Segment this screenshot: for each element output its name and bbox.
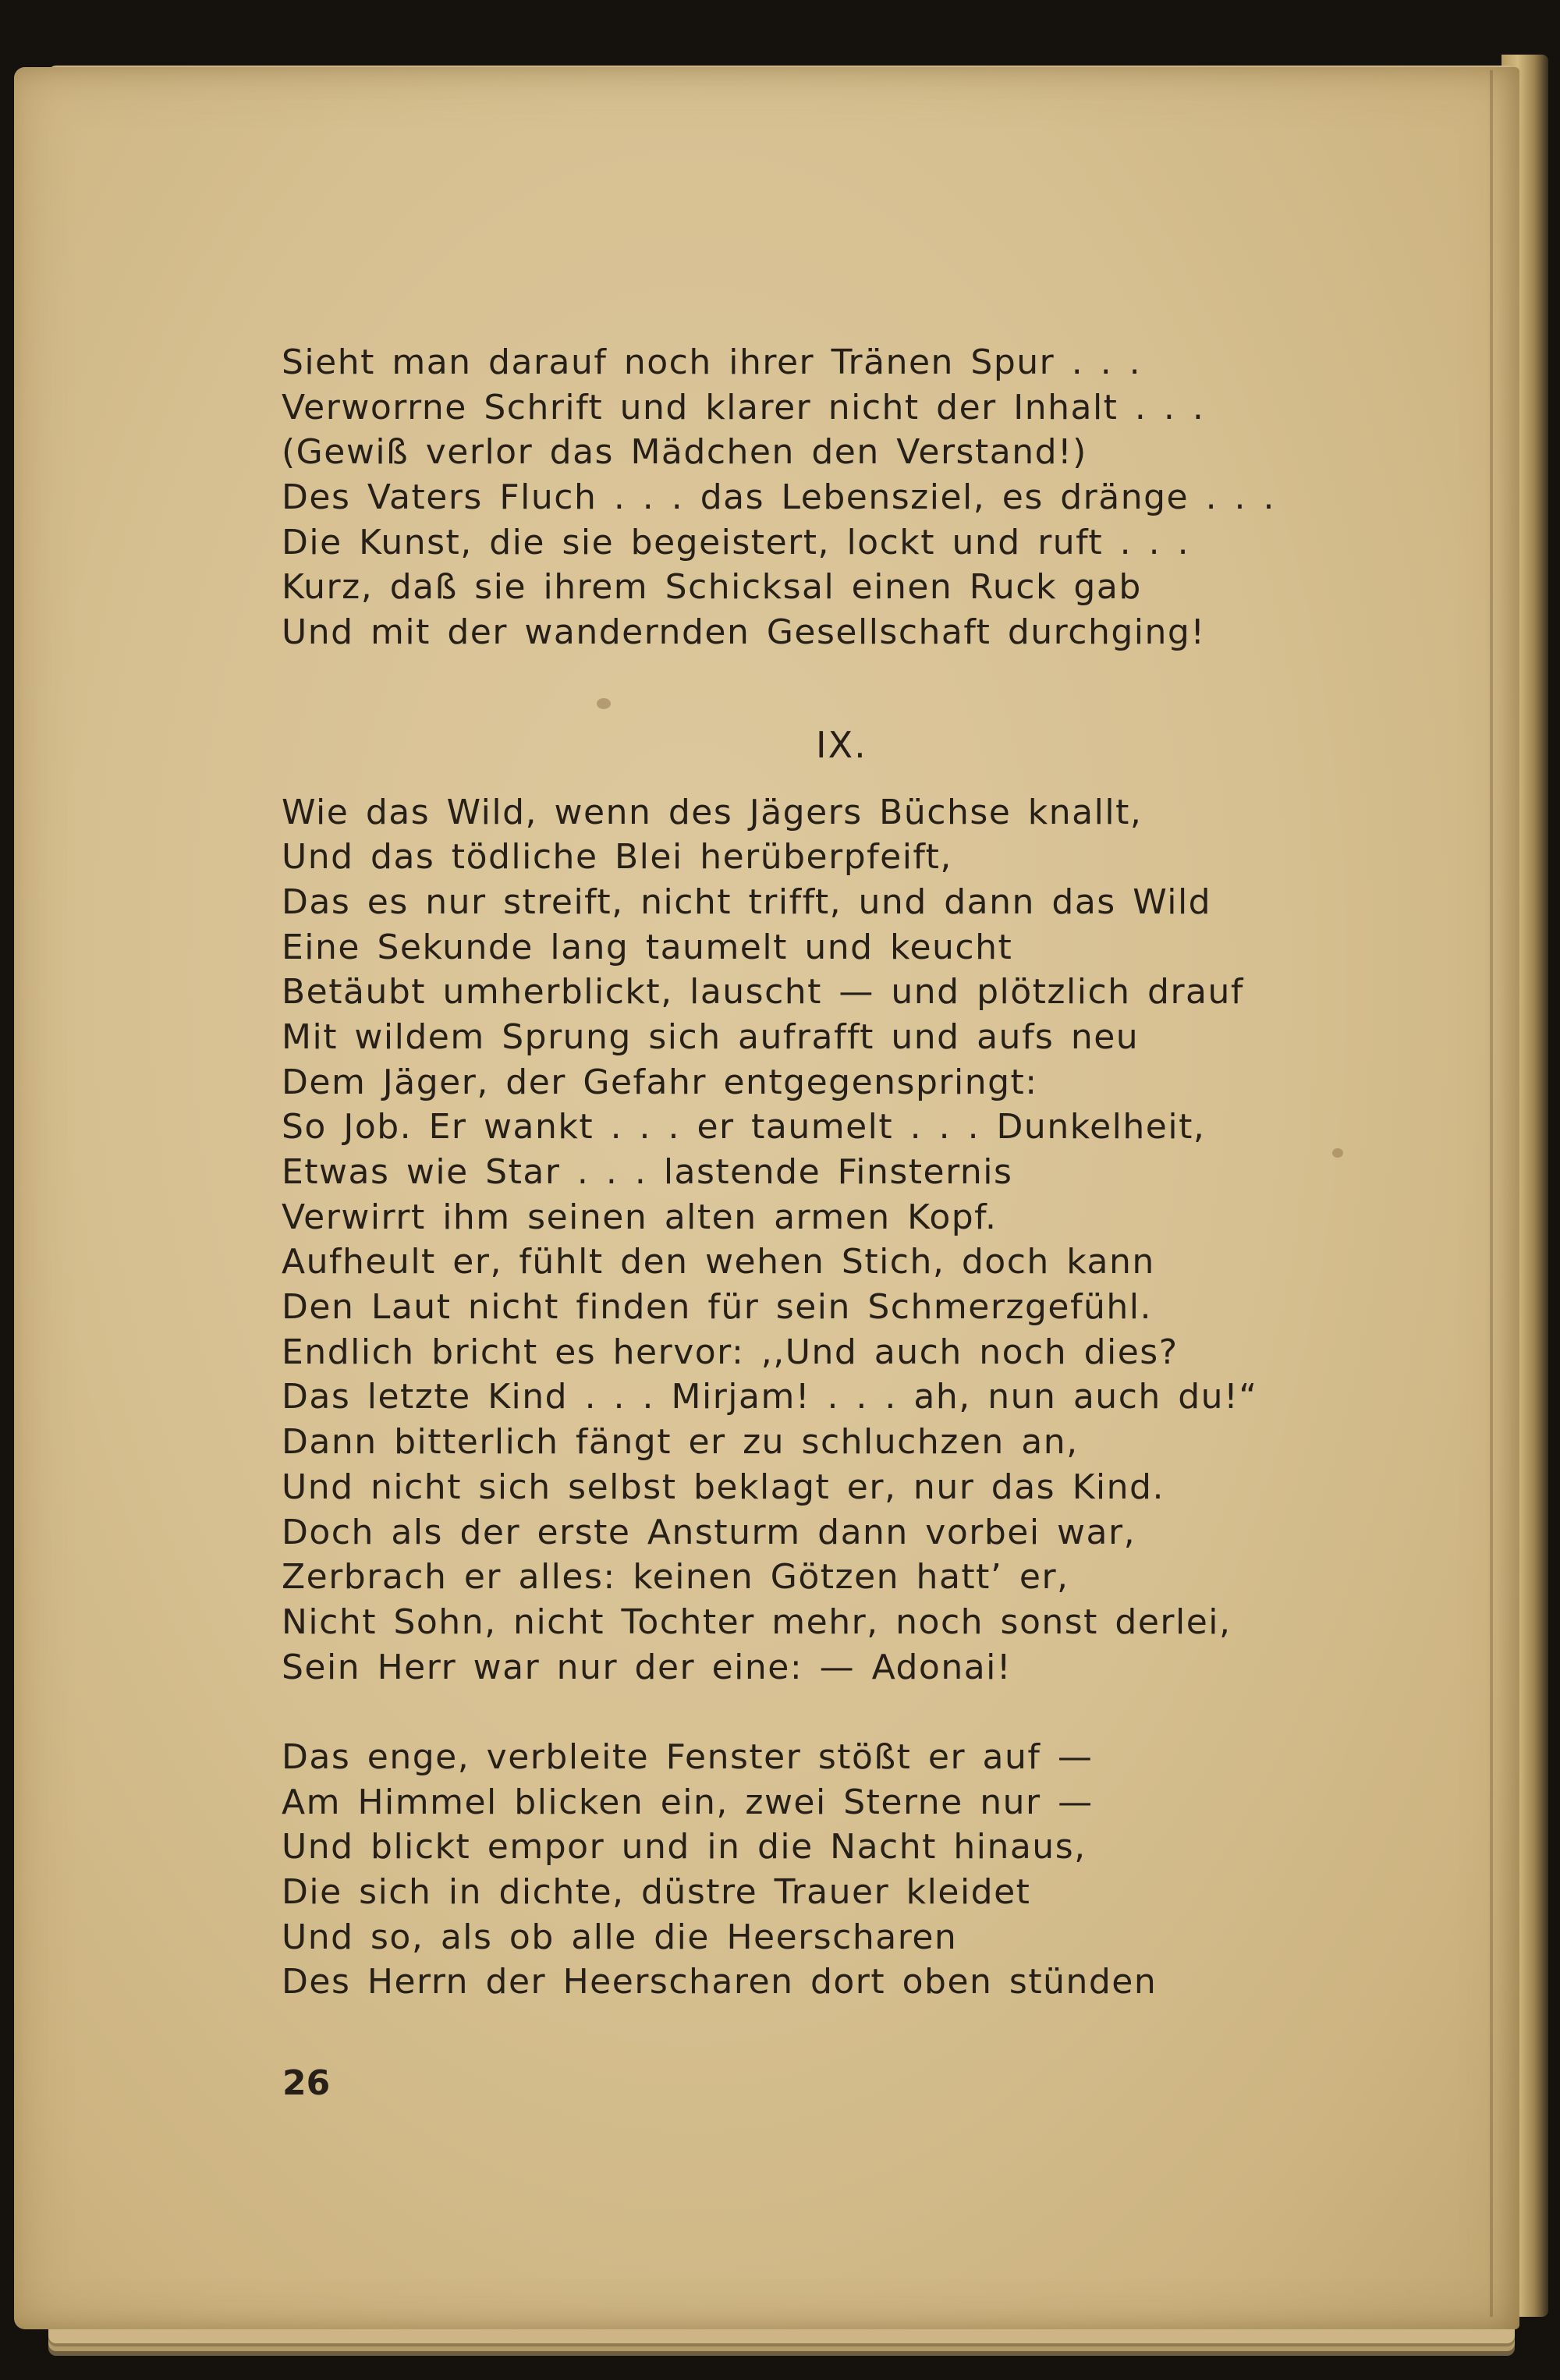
poem-line: Das letzte Kind . . . Mirjam! . . . ah, nun auch du!“: [282, 1377, 1258, 1417]
poem-line: Sein Herr war nur der eine: — Adonai!: [282, 1647, 1012, 1687]
poem-line: Das es nur streift, nicht trifft, und dann das Wild: [282, 881, 1212, 922]
poem-line: Und nicht sich selbst beklagt er, nur das Kind.: [282, 1467, 1165, 1507]
stanza-gap: [282, 655, 1342, 701]
poem-line: Des Herrn der Heerscharen dort oben stünden: [282, 1962, 1158, 2002]
poem-line: Verworrne Schrift und klarer nicht der Inhalt . . .: [282, 387, 1205, 427]
poem-line: Die Kunst, die sie begeistert, lockt und ruft . . .: [282, 522, 1190, 562]
page-fold: [1490, 70, 1493, 2317]
section-heading: IX.: [816, 723, 867, 766]
stanza-gap: [282, 1690, 1342, 1735]
poem-line: Am Himmel blicken ein, zwei Sterne nur —: [282, 1782, 1094, 1822]
poem-text: [282, 340, 1342, 2005]
poem-line: Den Laut nicht finden für sein Schmerzgefühl.: [282, 1287, 1152, 1328]
poem-line: Dem Jäger, der Gefahr entgegenspringt:: [282, 1062, 1038, 1102]
poem-line: Und blickt empor und in die Nacht hinaus,: [282, 1827, 1087, 1867]
poem-line: Sieht man darauf noch ihrer Tränen Spur . . .: [282, 342, 1142, 382]
poem-line: Und so, als ob alle die Heerscharen: [282, 1917, 958, 1957]
poem-line: Aufheult er, fühlt den wehen Stich, doch kann: [282, 1242, 1155, 1282]
poem-line: Eine Sekunde lang taumelt und keucht: [282, 927, 1013, 967]
poem-line: So Job. Er wankt . . . er taumelt . . . Dunkelheit,: [282, 1107, 1206, 1147]
poem-line: Und mit der wandernden Gesellschaft durchging!: [282, 612, 1206, 653]
poem-line: Nicht Sohn, nicht Tochter mehr, noch sonst derlei,: [282, 1601, 1232, 1642]
poem-line: Wie das Wild, wenn des Jägers Büchse knallt,: [282, 792, 1143, 832]
poem-line: Mit wildem Sprung sich aufrafft und aufs neu: [282, 1016, 1140, 1057]
poem-line: Dann bitterlich fängt er zu schluchzen an,: [282, 1422, 1079, 1463]
poem-line: Verwirrt ihm seinen alten armen Kopf.: [282, 1197, 998, 1237]
poem-line: Kurz, daß sie ihrem Schicksal einen Ruck gab: [282, 567, 1142, 608]
poem-line: (Gewiß verlor das Mädchen den Verstand!): [282, 432, 1087, 473]
poem-line: Zerbrach er alles: keinen Götzen hatt’ er,: [282, 1557, 1069, 1598]
poem-line: Des Vaters Fluch . . . das Lebensziel, es dränge . . .: [282, 477, 1276, 518]
poem-line: Und das tödliche Blei herüberpfeift,: [282, 837, 952, 878]
poem-line: Das enge, verbleite Fenster stößt er auf —: [282, 1736, 1094, 1777]
poem-line: Etwas wie Star . . . lastende Finsternis: [282, 1152, 1013, 1192]
poem-line: Die sich in dichte, düstre Trauer kleidet: [282, 1872, 1031, 1912]
page-number: 26: [282, 2063, 331, 2103]
poem-line: Endlich bricht es hervor: ,,Und auch noch dies?: [282, 1332, 1179, 1372]
poem-line: Betäubt umherblickt, lauscht — und plötzlich drauf: [282, 972, 1244, 1013]
poem-line: Doch als der erste Ansturm dann vorbei war,: [282, 1512, 1136, 1552]
